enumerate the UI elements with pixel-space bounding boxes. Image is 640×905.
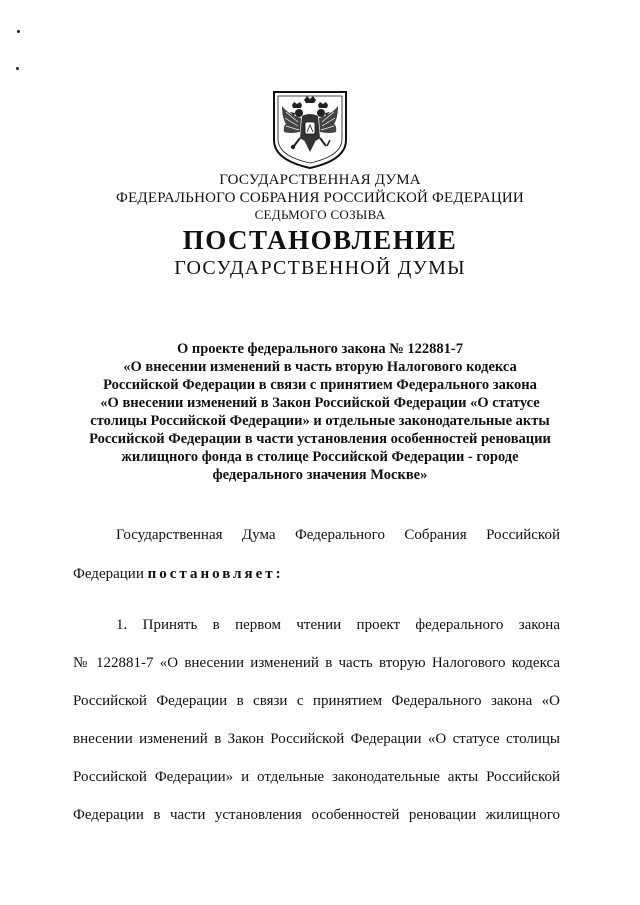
clause-1-line: Федерации в части установления особенностей реновации жилищного [73,807,560,823]
document-title: ПОСТАНОВЛЕНИЕ [182,225,458,255]
scan-speck [17,30,20,33]
clause-1-line: внесении изменений в Закон Российской Федерации «О статусе столицы [73,731,560,747]
coat-of-arms-emblem [270,88,350,170]
heading-line: О проекте федерального закона № 122881-7 [176,341,464,357]
convocation-line: СЕДЬМОГО СОЗЫВА [254,207,386,222]
heading-line: жилищного фонда в столице Российской Федерации - городе [121,449,519,465]
preamble-line: Государственная Дума Федерального Собрания Российской [116,527,560,543]
clause-1-line: 1. Принять в первом чтении проект федерального закона [116,617,560,633]
heading-line: Российской Федерации в части установления особенностей реновации [89,431,551,447]
heading-line: «О внесении изменений в часть вторую Налогового кодекса [123,359,517,375]
preamble-subject: Федерации [73,566,144,582]
heading-line: «О внесении изменений в Закон Российской Федерации «О статусе [100,395,540,411]
resolution-heading [60,340,580,484]
clause-1-line: Российской Федерации» и отдельные законодательные акты Российской [73,769,560,785]
heading-line: Российской Федерации в связи с принятием Федерального закона [103,377,537,393]
document-subtitle: ГОСУДАРСТВЕННОЙ ДУМЫ [174,257,466,279]
clause-1-line: № 122881-7 «О внесении изменений в часть вторую Налогового кодекса [73,655,560,671]
preamble-verb: постановляет: [147,566,284,582]
scan-speck [16,67,19,70]
heading-line: федерального значения Москве» [212,467,428,483]
clause-1-line: Российской Федерации в связи с принятием Федерального закона «О [73,693,560,709]
org-name-line2: ФЕДЕРАЛЬНОГО СОБРАНИЯ РОССИЙСКОЙ ФЕДЕРАЦИИ [116,190,524,206]
org-name-line1: ГОСУДАРСТВЕННАЯ ДУМА [219,172,421,188]
heading-line: столицы Российской Федерации» и отдельные законодательные акты [90,413,550,429]
preamble-line [73,566,560,583]
